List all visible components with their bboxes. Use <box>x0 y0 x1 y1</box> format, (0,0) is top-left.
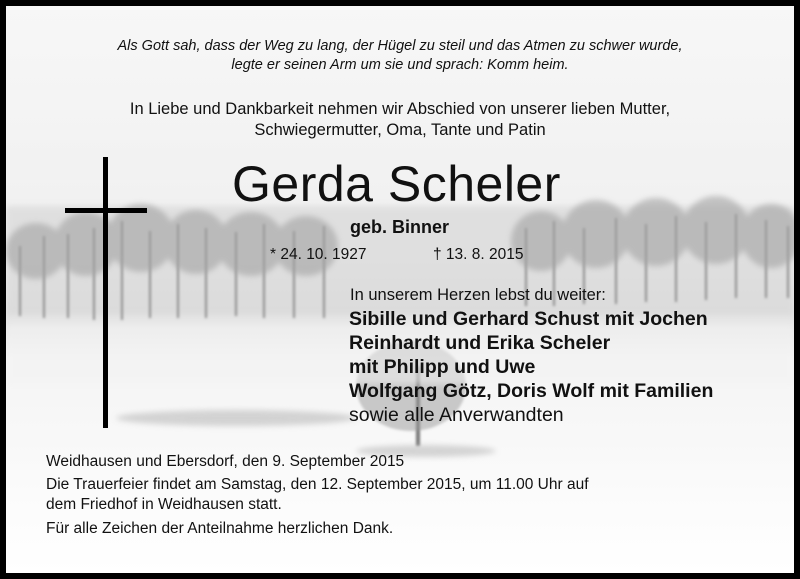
intro-line-1: In Liebe und Dankbarkeit nehmen wir Abschied von unserer lieben Mutter, <box>129 100 671 118</box>
mourner-line-4: Wolfgang Götz, Doris Wolf mit Familien <box>349 380 714 402</box>
cross-icon <box>103 157 108 428</box>
mourner-line-1: Sibille und Gerhard Schust mit Jochen <box>349 308 708 330</box>
deceased-name: Gerda Scheler <box>232 156 561 212</box>
intro-line-2: Schwiegermutter, Oma, Tante und Patin <box>254 121 546 139</box>
mourners-heading: In unserem Herzen lebst du weiter: <box>350 286 606 304</box>
place-and-date: Weidhausen und Ebersdorf, den 9. September 2015 <box>46 453 405 470</box>
thanks-line: Für alle Zeichen der Anteilnahme herzlichen Dank. <box>46 520 394 537</box>
cross-icon-bar <box>65 208 147 213</box>
mourner-line-3: mit Philipp und Uwe <box>349 356 536 378</box>
mourner-line-2: Reinhardt und Erika Scheler <box>349 332 611 354</box>
funeral-info-line-2: dem Friedhof in Weidhausen statt. <box>46 496 282 513</box>
death-date: † 13. 8. 2015 <box>433 246 524 263</box>
birth-date: * 24. 10. 1927 <box>270 246 367 263</box>
notice-panel <box>6 6 794 573</box>
poem-line-1: Als Gott sah, dass der Weg zu lang, der Hügel zu steil und das Atmen zu schwer wurde, <box>117 38 683 54</box>
funeral-info-line-1: Die Trauerfeier findet am Samstag, den 12. September 2015, um 11.00 Uhr auf <box>46 476 589 493</box>
mourners-closing: sowie alle Anverwandten <box>349 404 564 426</box>
poem-line-2: legte er seinen Arm um sie und sprach: Komm heim. <box>231 57 569 73</box>
birth-name: geb. Binner <box>350 217 450 237</box>
